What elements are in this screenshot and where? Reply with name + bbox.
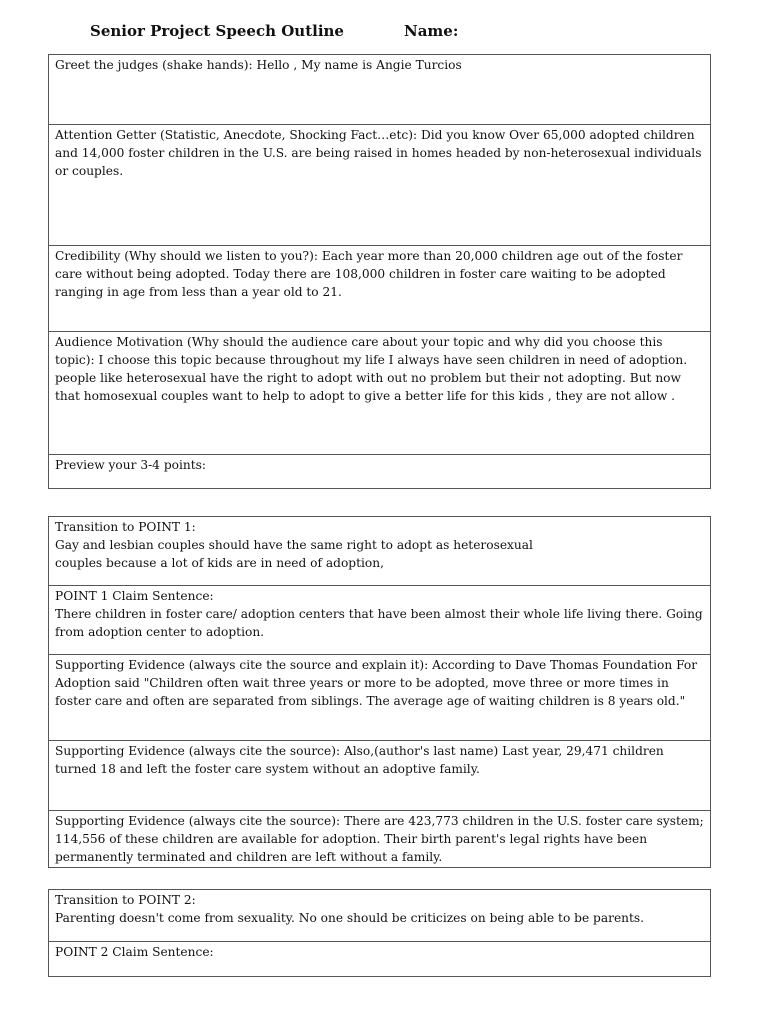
point2-transition-text: Parenting doesn't come from sexuality. No one should be criticizes on being able to be parents. — [55, 911, 645, 925]
point2-claim-cell — [49, 942, 711, 977]
point1-transition-row — [49, 517, 711, 586]
point1-claim-row — [49, 586, 711, 655]
point1-claim-text: There children in foster care/ adoption centers that have been almost their whole life living there. Going from adoption center to adoption. — [55, 607, 703, 639]
point1-evidence1-row — [49, 655, 711, 741]
point1-evidence1-cell — [49, 655, 711, 741]
credibility-row — [49, 246, 711, 332]
point2-claim-row — [49, 942, 711, 977]
point2-transition-label: Transition to POINT 2: — [55, 893, 196, 907]
point1-evidence3-text: There are 423,773 children in the U.S. foster care system; 114,556 of these children are available for adoption. Their birth parent's legal rights have been permanently terminated and children are left without a family. — [55, 814, 704, 864]
name-label: Name: — [404, 22, 459, 40]
credibility-label: Credibility (Why should we listen to you?): — [55, 249, 318, 263]
attention-label: Attention Getter (Statistic, Anecdote, Shocking Fact…etc): — [55, 128, 418, 142]
point1-transition-line2: couples because a lot of kids are in need of adoption, — [55, 556, 384, 570]
credibility-text: Each year more than 20,000 children age out of the foster care without being adopted. Today there are 108,000 children in foster care waiting to be adopted ranging in age from less than a year old to 21. — [55, 249, 683, 299]
preview-label: Preview your 3-4 points: — [55, 458, 206, 472]
point1-evidence2-label: Supporting Evidence (always cite the source): — [55, 744, 341, 758]
preview-row — [49, 455, 711, 489]
point1-evidence3-row — [49, 811, 711, 868]
point1-claim-label: POINT 1 Claim Sentence: — [55, 589, 214, 603]
point1-transition-line1: Gay and lesbian couples should have the same right to adopt as heterosexual — [55, 538, 533, 552]
point1-evidence3-label: Supporting Evidence (always cite the source): — [55, 814, 341, 828]
preview-cell — [49, 455, 711, 489]
motivation-text: I choose this topic because throughout my life I always have seen children in need of adoption. people like heterosexual have the right to adopt with out no problem but their not adopting. But now that homosexual couples want to help to adopt to give a better life for this kids , they are not allow . — [55, 353, 688, 403]
greet-text: Hello , My name is Angie Turcios — [256, 58, 462, 72]
greet-label: Greet the judges (shake hands): — [55, 58, 253, 72]
intro-table — [48, 54, 711, 489]
point1-evidence2-row — [49, 741, 711, 811]
point1-evidence3-cell — [49, 811, 711, 868]
point1-evidence2-cell — [49, 741, 711, 811]
point1-table — [48, 516, 711, 868]
greet-row — [49, 55, 711, 125]
attention-text: Did you know Over 65,000 adopted children and 14,000 foster children in the U.S. are being raised in homes headed by non-heterosexual individuals or couples. — [55, 128, 702, 178]
point1-claim-cell — [49, 586, 711, 655]
attention-cell — [49, 125, 711, 246]
page-header — [90, 22, 459, 40]
greet-cell — [49, 55, 711, 125]
point2-transition-row — [49, 890, 711, 942]
credibility-cell — [49, 246, 711, 332]
point1-evidence1-label: Supporting Evidence (always cite the source and explain it): — [55, 658, 429, 672]
point1-evidence1-text: According to Dave Thomas Foundation For Adoption said "Children often wait three years or more to be adopted, move three or more times in foster care and often are separated from siblings. The average age of waiting children is 8 years old." — [55, 658, 698, 708]
page-title: Senior Project Speech Outline — [90, 22, 344, 40]
motivation-label: Audience Motivation (Why should the audience care about your topic and why did you choose this topic): — [55, 335, 663, 367]
point2-claim-label: POINT 2 Claim Sentence: — [55, 945, 214, 959]
motivation-row — [49, 332, 711, 455]
point2-table — [48, 889, 711, 977]
point2-transition-cell — [49, 890, 711, 942]
point1-evidence2-text: Also,(author's last name) Last year, 29,471 children turned 18 and left the foster care system without an adoptive family. — [55, 744, 664, 776]
point1-transition-label: Transition to POINT 1: — [55, 520, 196, 534]
attention-row — [49, 125, 711, 246]
point1-transition-cell — [49, 517, 711, 586]
motivation-cell — [49, 332, 711, 455]
